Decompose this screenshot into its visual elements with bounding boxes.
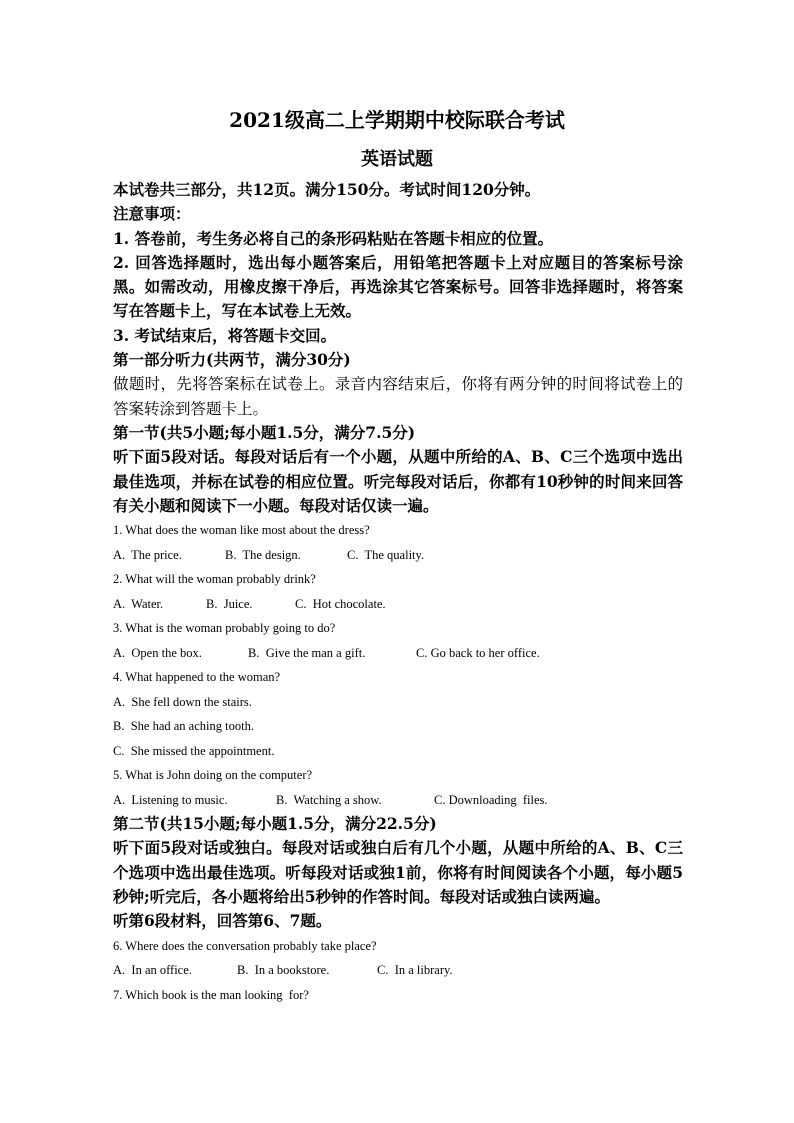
question-options: [113, 543, 683, 568]
option-c: C. She missed the appointment.: [113, 743, 275, 758]
option-b: B. The design.: [225, 547, 301, 562]
part1-heading: 第一部分听力(共两节，满分30分): [113, 350, 351, 370]
question-options: [113, 958, 683, 983]
question-text: 2. What will the woman probably drink?: [113, 572, 316, 587]
section1-instruction: 听下面5段对话。每段对话后有一个小题，从题中所给的A、B、C三个选项中选出最佳选项，并标在试卷的相应位置。听完每段对话后，你都有10秒钟的时间来回答有关小题和阅读下一小题。每段对话仅读一遍。: [113, 447, 683, 515]
exam-title: 2021级高二上学期期中校际联合考试: [229, 108, 565, 132]
question-text: 1. What does the woman like most about the dress?: [113, 523, 370, 538]
note-item: 3. 考试结束后，将答题卡交回。: [113, 325, 337, 345]
question-options: [113, 788, 683, 813]
option-b: B. Give the man a gift.: [248, 645, 366, 660]
section1-heading: 第一节(共5小题;每小题1.5分，满分7.5分): [113, 422, 416, 442]
option-a: A. Listening to music.: [113, 792, 228, 807]
option-b: B. In a bookstore.: [237, 963, 330, 978]
question-text: 4. What happened to the woman?: [113, 670, 281, 685]
part1-instruction: 做题时，先将答案标在试卷上。录音内容结束后，你将有两分钟的时间将试卷上的答案转涂到答题卡上。: [113, 375, 683, 418]
notes-heading: 注意事项：: [113, 204, 191, 224]
option-a: A. The price.: [113, 547, 182, 562]
exam-info: 本试卷共三部分，共12页。满分150分。考试时间120分钟。: [113, 180, 541, 199]
option-a: A. Open the box.: [113, 645, 202, 660]
option-c: C. The quality.: [347, 547, 425, 562]
option-c: C. Go back to her office.: [416, 645, 540, 660]
option-c: C. Hot chocolate.: [295, 596, 386, 611]
option-a: A. She fell down the stairs.: [113, 694, 252, 709]
option-c: C. Downloading files.: [434, 792, 548, 807]
material-heading: 听第6段材料，回答第6、7题。: [113, 911, 332, 931]
option-a: A. In an office.: [113, 963, 192, 978]
question-options: [113, 641, 683, 666]
option-b: B. She had an aching tooth.: [113, 719, 254, 734]
exam-subtitle: 英语试题: [361, 149, 433, 170]
question-options: [113, 592, 683, 617]
note-item: 2. 回答选择题时，选出每小题答案后，用铅笔把答题卡上对应题目的答案标号涂黑。如需改动，用橡皮擦干净后，再选涂其它答案标号。回答非选择题时，将答案写在答题卡上，写在本试卷上无效。: [113, 252, 683, 321]
section2-heading: 第二节(共15小题;每小题1.5分，满分22.5分): [113, 814, 437, 834]
question-text: 3. What is the woman probably going to do?: [113, 621, 336, 636]
note-item: 1. 答卷前，考生务必将自己的条形码粘贴在答题卡相应的位置。: [113, 228, 554, 248]
option-b: B. Watching a show.: [276, 792, 382, 807]
option-c: C. In a library.: [377, 963, 453, 978]
option-a: A. Water.: [113, 596, 164, 611]
section2-instruction: 听下面5段对话或独白。每段对话或独白后有几个小题，从题中所给的A、B、C三个选项中选出最佳选项。听每段对话或独1前，你将有时间阅读各个小题，每小题5秒钟;听完后，各小题将给出5秒钟的作答时间。每段对话或独白读两遍。: [113, 838, 683, 907]
question-text: 6. Where does the conversation probably take place?: [113, 938, 377, 953]
question-text: 7. Which book is the man looking for?: [113, 987, 309, 1002]
option-b: B. Juice.: [206, 596, 253, 611]
question-text: 5. What is John doing on the computer?: [113, 768, 313, 783]
exam-content: [113, 178, 683, 1007]
